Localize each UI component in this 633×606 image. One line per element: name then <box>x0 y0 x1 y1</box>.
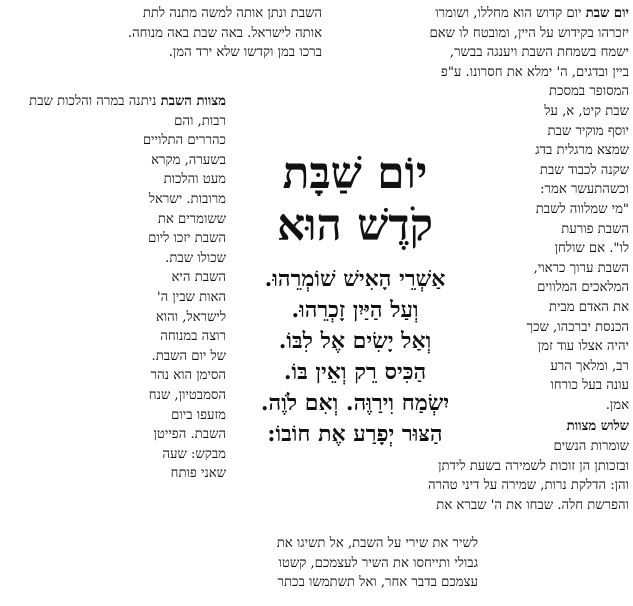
poem-verse-5: יִשְׂמַח וִירַוֶּה. וְאִם לֹוֶה. <box>260 390 450 416</box>
left-line-1: כהררים התלויים <box>142 133 226 149</box>
left-column <box>29 92 226 484</box>
left-line-3: מעט והלכות <box>163 172 226 188</box>
left-line-7: שכולו שבת. <box>165 250 226 266</box>
right-line-7: שמצא מרגלית בדג <box>535 143 629 159</box>
right-line-1: יזכרהו בקידוש על היין, ומובטח לו שאם <box>429 25 629 41</box>
page <box>29 0 633 606</box>
left-subhead-line: מצוות השבת ניתנה במרה והלכות שבת <box>29 94 226 109</box>
poem-verse-3: וְאַל יָשִׂים אֶל לִבּוֹ. <box>278 328 432 354</box>
top-left-line-2: ברכו במן וקדשו שלא ירד המן. <box>168 45 322 61</box>
right-line-2: ישמח בשמחת השבת ויענגה בבשר, <box>449 45 629 61</box>
bottom-left-block <box>96 534 478 593</box>
right-line-10: "מי שמלווה לשבת <box>535 201 629 217</box>
right-line-13: השבת ערוך כראוי, <box>533 260 629 276</box>
poem-verse-2: וְעַל הַיַּיִן זָכְרֵהוּ. <box>291 297 419 323</box>
right-line-15: את האדם מבית <box>548 299 629 315</box>
left-line-13: הסימן הוא נהר <box>150 368 226 384</box>
left-line-4: מרובות. ישראל <box>148 191 226 207</box>
left-line-9: האות שבין ה' <box>156 289 226 305</box>
poem-title-line-2: קֹדֶשׁ הוּא <box>277 200 433 251</box>
left-line-5: ששומרים את <box>157 211 226 227</box>
right-line-19: עונה בעל כורחו <box>550 378 629 394</box>
left-line-6: השבת יזכו ליום <box>148 231 226 247</box>
bottom-full-line-0: ובזכותן הן זוכות לשמירה בשעת לידתן <box>438 458 629 474</box>
right-line-9: וכשהתעשר אמר: <box>540 182 629 198</box>
left-line-11: רוצה במנוחה <box>160 329 226 345</box>
right-sub-line-0: שומרות הנשים <box>553 439 629 455</box>
top-left-line-1: אותה לישראל. באה שבת באה מנוחה. <box>127 25 322 41</box>
lead-yom-shabbat: יום שבת <box>585 6 629 21</box>
bottom-left-line-1: גבולי ותייחסו את השיר לעצמכם, קשטו <box>278 555 478 571</box>
right-line-16: הכנסת יברכהו, שכך <box>526 319 629 335</box>
left-line-14: הסמבטיון, שנח <box>148 387 226 403</box>
top-left-line-0: השבת ונתן אותה למשה מתנה לתת <box>142 6 322 21</box>
poem-verse-4: הַכִּיס רֵק וְאֵין בּוֹ. <box>283 359 427 385</box>
bottom-left-line-2: עצמכם בדבר אחר, ואל תשתמשו בכתר <box>277 575 478 591</box>
right-line-4: המסופר במסכת <box>548 84 629 100</box>
right-line-5: שבת קיט, א, על <box>544 103 629 119</box>
left-line-10: לישראל, והוא <box>155 309 226 325</box>
bottom-left-line-0: לשיר את שירי על השבת, אל תשיגו את <box>276 536 478 551</box>
right-line-18: רב, ומלאך הרע <box>550 358 629 374</box>
poem-box <box>230 148 480 450</box>
poem-verse-6: הַצּוּר יְפָרַע אֶת חוֹבוֹ: <box>267 421 443 447</box>
left-line-17: מבקש: שעה <box>162 446 226 462</box>
subhead-mitzvot-hashabbat: מצוות השבת <box>160 94 226 109</box>
right-line-0: יום שבת יום קדוש הוא מחללו, ושומרו <box>435 6 629 21</box>
left-line-12: של יום השבת. <box>151 348 226 364</box>
left-line-2: בשערה, מקרא <box>151 152 226 168</box>
left-line-8: השבת היא <box>171 270 226 286</box>
right-line-8: שקנה לכבוד שבת <box>539 162 629 178</box>
right-line-3: ביין ובדגים, ה' ימלא את חסרונו. ע"פ <box>440 64 629 80</box>
right-line-20: אמן. <box>605 397 629 413</box>
left-line-15: מזעפו ביום <box>171 407 226 423</box>
right-line-14: המלאכים המלווים <box>537 280 629 296</box>
right-column <box>428 4 629 515</box>
subhead-shalosh-mitzvot: שלוש מצוות <box>566 419 629 435</box>
poem-title-line-1: יוֹם שַׁבָּת <box>282 148 428 199</box>
right-line-11: השבת פורעת <box>561 221 629 237</box>
bottom-full-line-1: והן: הדלקת נרות, שמירה על דיני טהרה <box>428 478 629 494</box>
right-line-17: יהיה אצלו עוד זמן <box>537 339 629 355</box>
right-line-6: יוסף מוקיר שבת <box>547 123 629 139</box>
left-line-0: רבות, והם <box>174 113 226 129</box>
bottom-full-line-2: והפרשת חלה. שבחו את ה' שברא את <box>436 497 629 513</box>
right-line-12: לו". אם שולחן <box>554 241 629 257</box>
left-line-18: שאני פותח <box>170 466 226 482</box>
left-line-16: השבת. הפייטן <box>153 427 226 443</box>
top-left-block <box>96 4 322 63</box>
poem-verse-1: אַשְׁרֵי הָאִישׁ שׁוֹמְרֵהוּ. <box>264 266 446 292</box>
